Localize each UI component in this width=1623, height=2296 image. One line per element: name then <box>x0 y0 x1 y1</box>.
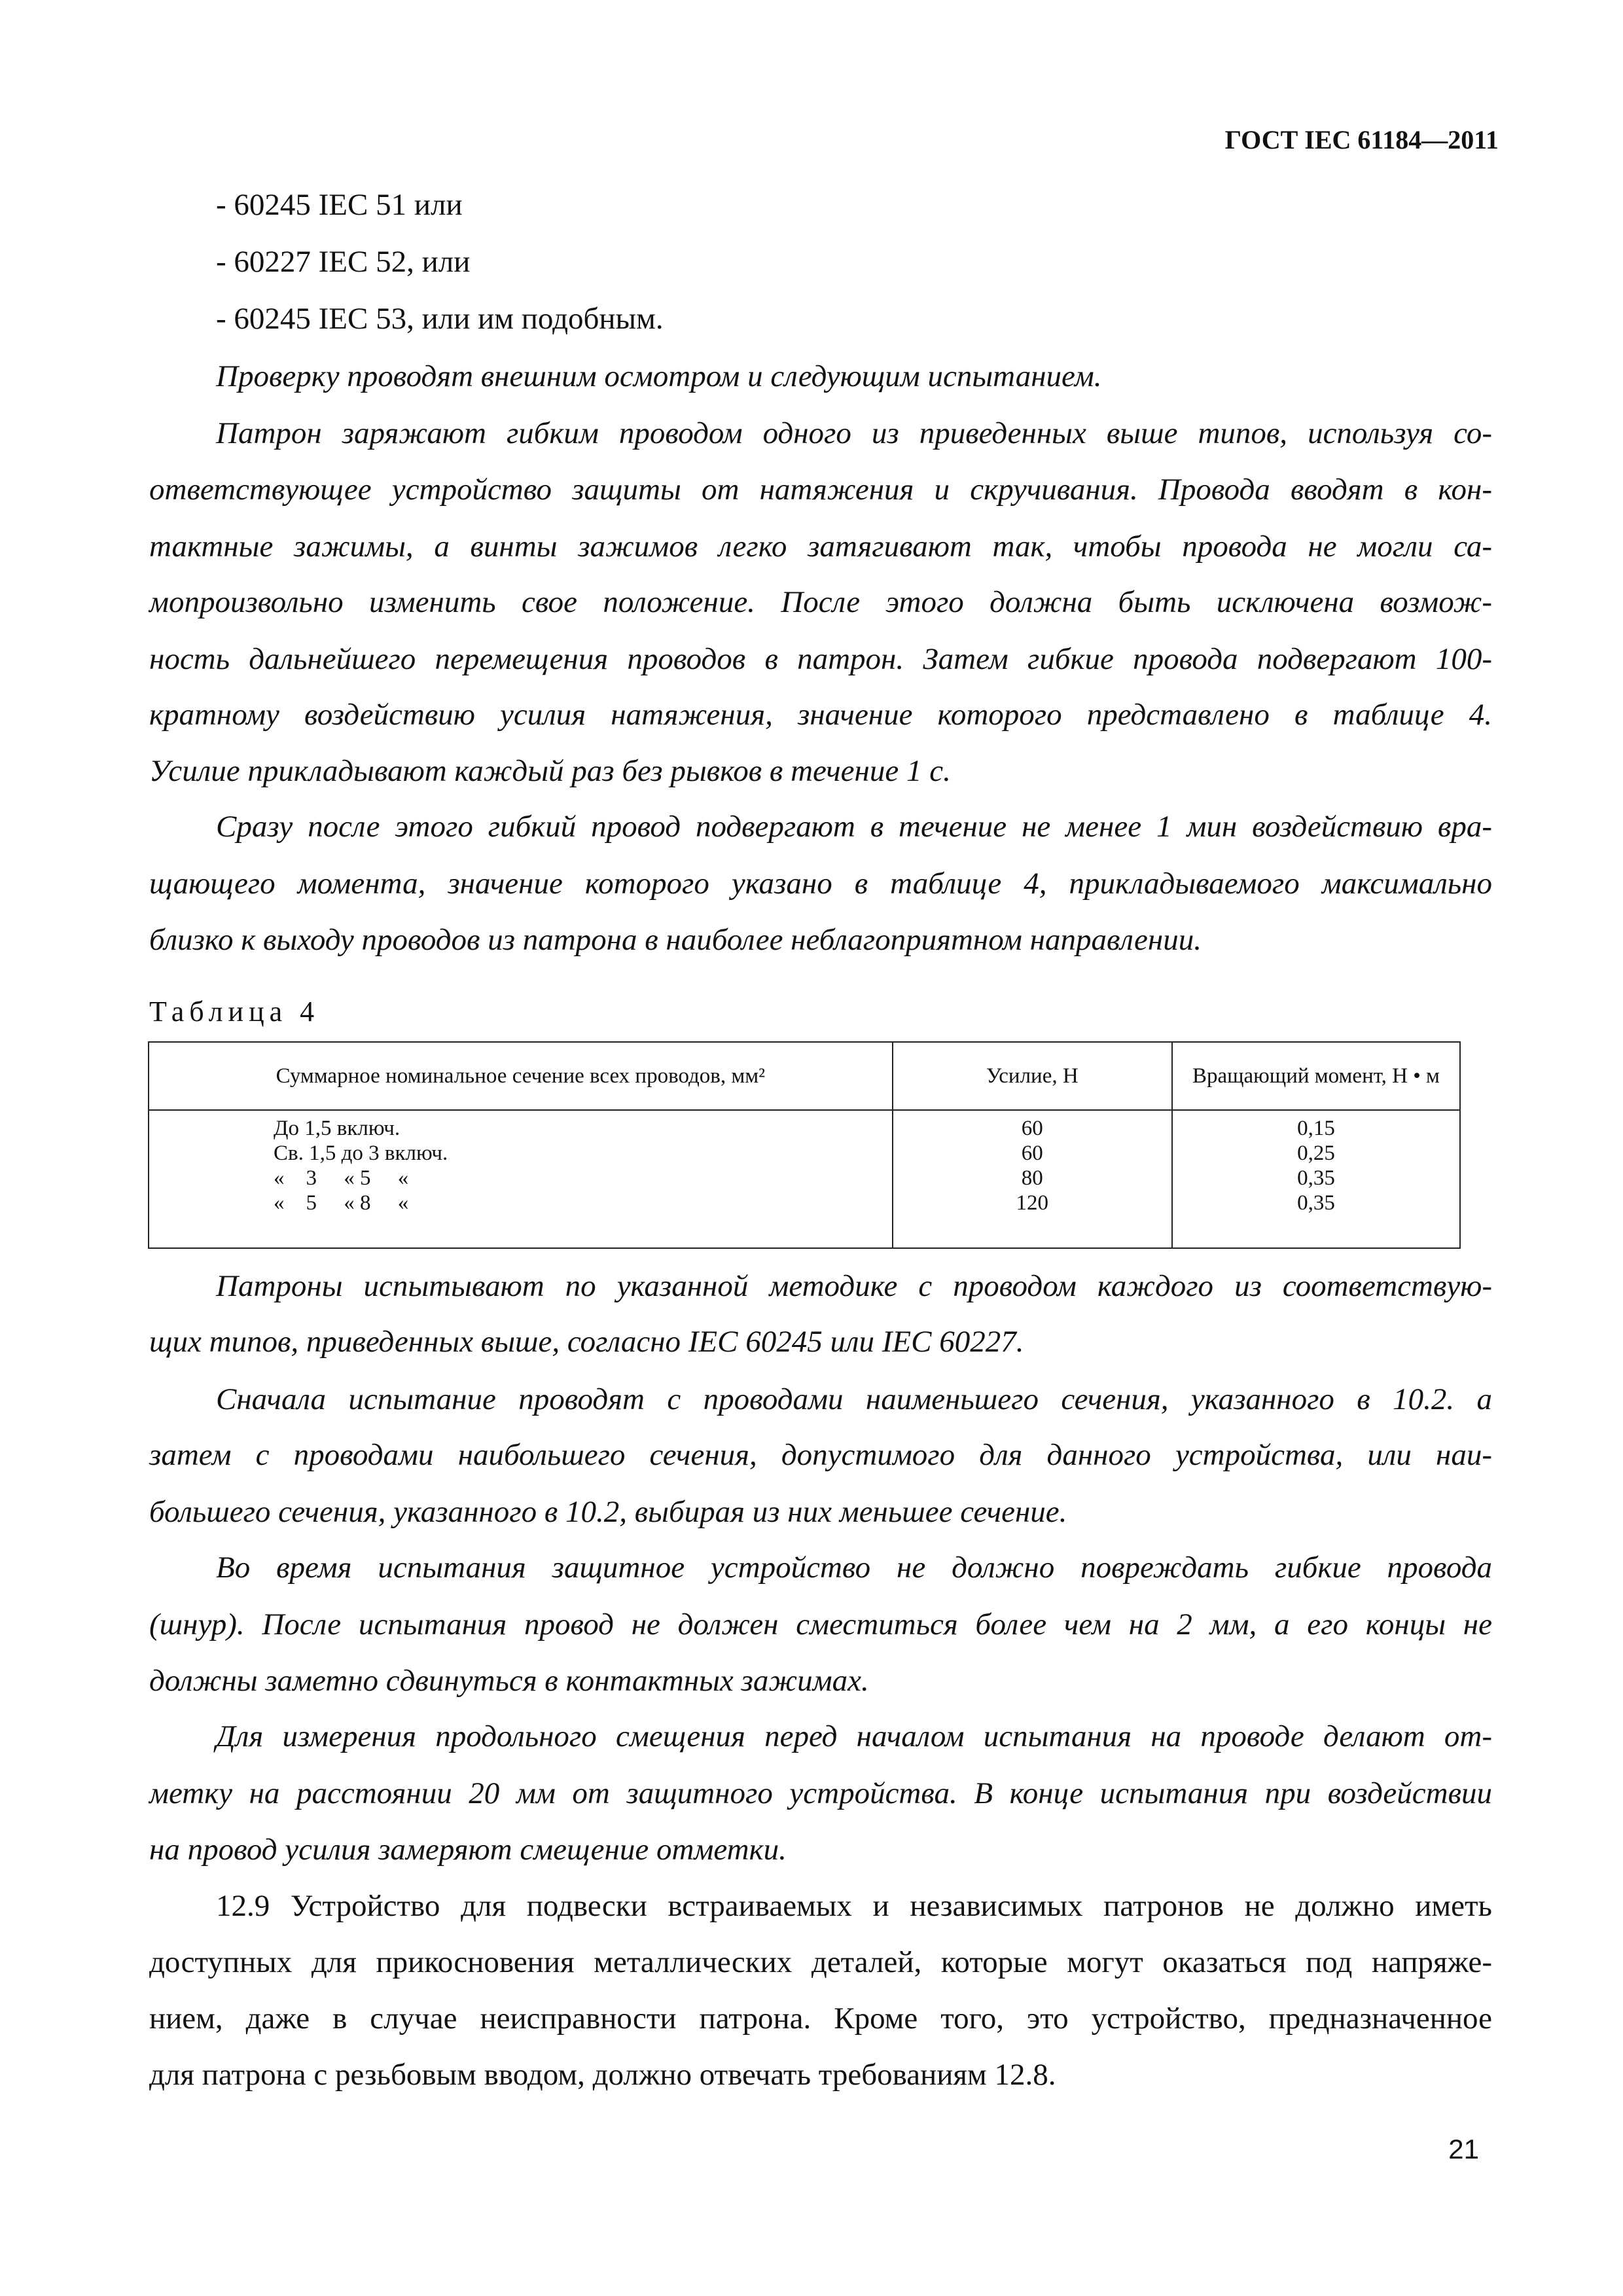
cell-value: 0,35 <box>1297 1191 1335 1215</box>
paragraph-line: на провод усилия замеряют смещение отметки. <box>149 1833 787 1867</box>
table-cell-torque <box>1172 1110 1460 1248</box>
cell-value: 120 <box>1016 1191 1049 1215</box>
paragraph-line: близко к выходу проводов из патрона в наиболее неблагоприятном направлении. <box>149 923 1202 957</box>
table-header-row <box>149 1042 1460 1110</box>
paragraph-line: Сразу после этого гибкий провод подвергают в течение не менее 1 мин воздействию вра- <box>216 810 1492 844</box>
paragraph-line: Усилие прикладывают каждый раз без рывков в течение 1 с. <box>149 754 951 788</box>
standard-header: ГОСТ IEC 61184—2011 <box>1224 125 1499 154</box>
list-item: - 60245 IEC 53, или им подобным. <box>216 302 664 336</box>
paragraph-line: Патроны испытывают по указанной методике с проводом каждого из соответствую- <box>216 1269 1492 1303</box>
table-row <box>149 1110 1460 1248</box>
paragraph-line: тактные зажимы, а винты зажимов легко затягивают так, чтобы провода не могли са- <box>149 529 1492 564</box>
paragraph-line: большего сечения, указанного в 10.2, выбирая из них меньшее сечение. <box>149 1495 1067 1529</box>
paragraph-check: Проверку проводят внешним осмотром и следующим испытанием. <box>216 359 1102 393</box>
cell-value: 0,25 <box>1297 1141 1335 1165</box>
paragraph-line: кратному воздействию усилия натяжения, значение которого представлено в таблице 4. <box>149 698 1492 732</box>
table-header-cell: Усилие, Н <box>893 1042 1172 1110</box>
cell-value: « 5 « 8 « <box>274 1191 409 1215</box>
paragraph-line: ность дальнейшего перемещения проводов в патрон. Затем гибкие провода подвергают 100- <box>149 642 1492 676</box>
cell-value: До 1,5 включ. <box>274 1117 401 1140</box>
table-header-cell: Вращающий момент, Н • м <box>1172 1042 1460 1110</box>
table-header-cell: Суммарное номинальное сечение всех проводов, мм² <box>149 1042 893 1110</box>
cell-value: Св. 1,5 до 3 включ. <box>274 1141 448 1165</box>
paragraph-line: ответствующее устройство защиты от натяжения и скручивания. Провода вводят в кон- <box>149 473 1492 507</box>
paragraph-line: для патрона с резьбовым вводом, должно отвечать требованиям 12.8. <box>149 2058 1056 2092</box>
table-cell-force <box>893 1110 1172 1248</box>
cell-value: 60 <box>1021 1117 1043 1140</box>
cell-value: « 3 « 5 « <box>274 1166 409 1190</box>
paragraph-line: Для измерения продольного смещения перед началом испытания на проводе делают от- <box>216 1719 1492 1753</box>
paragraph-line: (шнур). После испытания провод не должен сместиться более чем на 2 мм, а его концы не <box>149 1607 1492 1641</box>
paragraph-line: Патрон заряжают гибким проводом одного из приведенных выше типов, используя со- <box>216 416 1492 450</box>
cell-value: 60 <box>1021 1141 1043 1165</box>
cell-value: 80 <box>1021 1166 1043 1190</box>
paragraph-line: щающего момента, значение которого указано в таблице 4, прикладываемого максимально <box>149 867 1492 901</box>
paragraph-line: Сначала испытание проводят с проводами наименьшего сечения, указанного в 10.2. а <box>216 1382 1492 1416</box>
paragraph-line: затем с проводами наибольшего сечения, допустимого для данного устройства, или наи- <box>149 1438 1492 1472</box>
table-cell-section <box>149 1110 893 1248</box>
paragraph-line: доступных для прикосновения металлических деталей, которые могут оказаться под напряже- <box>149 1945 1492 1979</box>
cell-value: 0,15 <box>1297 1117 1335 1140</box>
paragraph-line: 12.9 Устройство для подвески встраиваемых и независимых патронов не должно иметь <box>216 1889 1492 1923</box>
paragraph-line: щих типов, приведенных выше, согласно IEC 60245 или IEC 60227. <box>149 1325 1024 1359</box>
cell-value: 0,35 <box>1297 1166 1335 1190</box>
data-table <box>148 1041 1461 1249</box>
page-number: 21 <box>1448 2134 1479 2164</box>
paragraph-line: метку на расстоянии 20 мм от защитного устройства. В конце испытания при воздействии <box>149 1776 1492 1810</box>
table-caption: Таблица 4 <box>149 996 320 1028</box>
paragraph-line: Во время испытания защитное устройство не должно повреждать гибкие провода <box>216 1551 1492 1585</box>
paragraph-line: должны заметно сдвинуться в контактных зажимах. <box>149 1664 869 1698</box>
paragraph-line: нием, даже в случае неисправности патрона. Кроме того, это устройство, предназначенное <box>149 2001 1492 2036</box>
list-item: - 60245 IEC 51 или <box>216 188 463 222</box>
list-item: - 60227 IEC 52, или <box>216 245 471 279</box>
paragraph-line: мопроизвольно изменить свое положение. После этого должна быть исключена возмож- <box>149 585 1492 619</box>
